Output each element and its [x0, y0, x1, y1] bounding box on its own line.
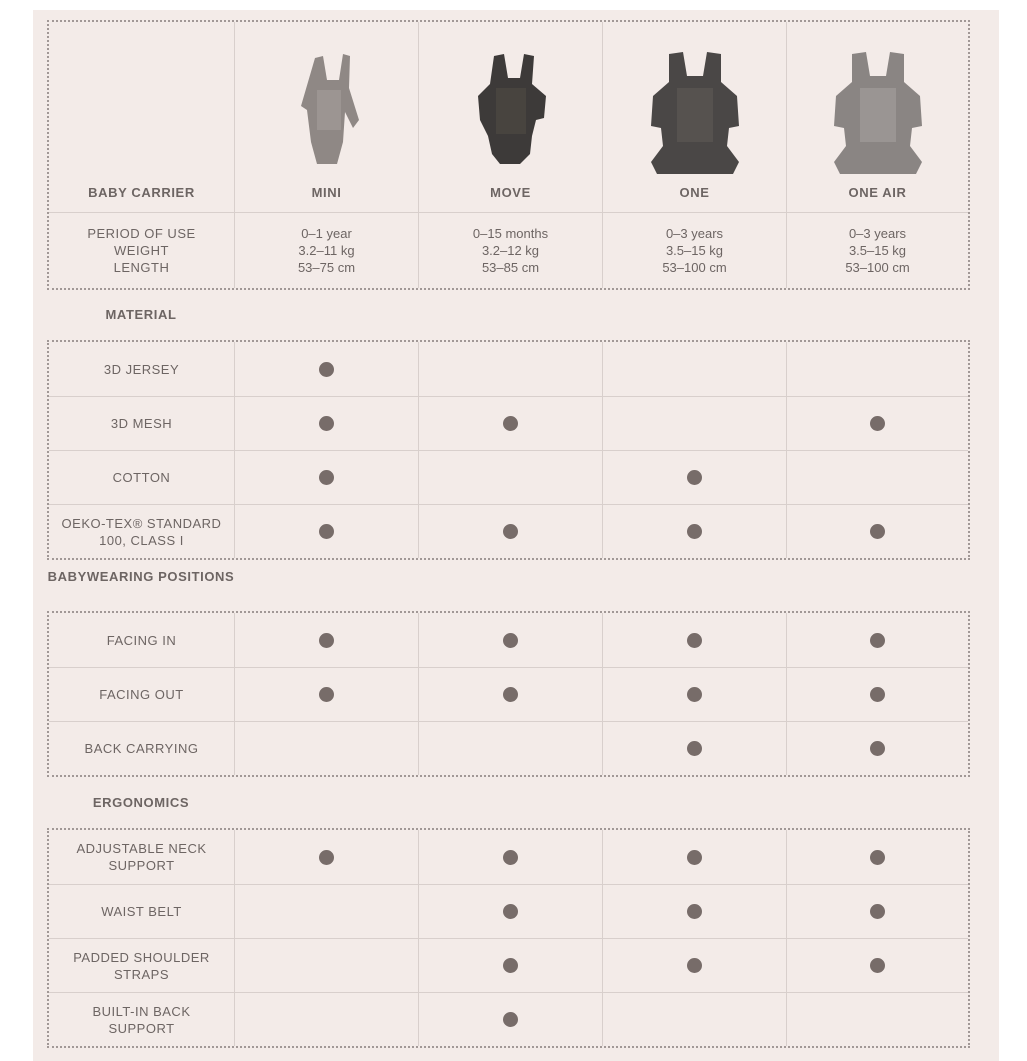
feature-check-dot — [319, 524, 334, 539]
feature-value-cell — [418, 939, 602, 992]
feature-value-cell — [602, 668, 786, 721]
feature-label: COTTON — [112, 470, 171, 485]
feature-row — [49, 992, 968, 1046]
product-mini-cell — [234, 22, 418, 212]
feature-value-cell — [234, 451, 418, 504]
feature-check-dot — [503, 850, 518, 865]
feature-check-dot — [687, 687, 702, 702]
feature-check-dot — [687, 524, 702, 539]
feature-value-cell — [234, 613, 418, 667]
product-move-cell — [418, 22, 602, 212]
feature-label: WAIST BELT — [101, 904, 182, 919]
feature-label: FACING IN — [106, 632, 177, 648]
feature-value-cell — [234, 722, 418, 775]
feature-check-dot — [503, 687, 518, 702]
feature-value-cell — [786, 613, 968, 667]
specs-row — [49, 212, 968, 288]
spec-weight: 3.5–15 kg — [665, 243, 724, 258]
feature-row — [49, 721, 968, 775]
feature-label: BACK CARRYING — [84, 741, 199, 756]
feature-value-cell — [602, 451, 786, 504]
feature-check-dot — [870, 904, 885, 919]
feature-check-dot — [319, 470, 334, 485]
feature-value-cell — [602, 830, 786, 884]
feature-check-dot — [503, 633, 518, 648]
feature-check-dot — [870, 741, 885, 756]
feature-value-cell — [786, 668, 968, 721]
feature-value-cell — [234, 939, 418, 992]
spec-length: 53–100 cm — [845, 260, 910, 275]
feature-value-cell — [786, 505, 968, 558]
feature-label: BUILT-IN BACK SUPPORT — [92, 1003, 191, 1036]
feature-row — [49, 450, 968, 504]
product-one-air-cell — [786, 22, 968, 212]
spec-weight: 3.2–12 kg — [481, 243, 540, 258]
feature-row — [49, 938, 968, 992]
specs-one-cell — [602, 213, 786, 288]
feature-value-cell — [786, 451, 968, 504]
feature-value-cell — [418, 885, 602, 938]
feature-value-cell — [234, 668, 418, 721]
feature-value-cell — [418, 993, 602, 1046]
baby-carrier-heading: BABY CARRIER — [88, 185, 195, 200]
feature-row — [49, 884, 968, 938]
section-heading-babywearing-positions: BABYWEARING POSITIONS — [47, 569, 235, 584]
carrier-move-image — [466, 50, 556, 170]
feature-check-dot — [503, 904, 518, 919]
feature-check-dot — [687, 958, 702, 973]
product-name-move: MOVE — [490, 185, 531, 200]
feature-label-cell — [49, 668, 234, 721]
feature-check-dot — [687, 741, 702, 756]
feature-value-cell — [786, 993, 968, 1046]
product-header-row — [49, 22, 968, 212]
feature-value-cell — [418, 830, 602, 884]
feature-row — [49, 613, 968, 667]
feature-label: PADDED SHOULDER STRAPS — [73, 949, 210, 982]
section-heading-ergonomics: ERGONOMICS — [92, 795, 190, 810]
feature-row — [49, 342, 968, 396]
spec-length: 53–85 cm — [481, 260, 540, 275]
feature-value-cell — [234, 993, 418, 1046]
feature-label: ADJUSTABLE NECK SUPPORT — [76, 841, 207, 873]
spec-length: 53–75 cm — [297, 260, 356, 275]
feature-value-cell — [602, 993, 786, 1046]
specs-label-cell — [49, 213, 234, 288]
feature-value-cell — [786, 722, 968, 775]
feature-label-cell — [49, 939, 234, 992]
feature-label-cell — [49, 885, 234, 938]
feature-value-cell — [786, 939, 968, 992]
feature-label-cell — [49, 451, 234, 504]
feature-label-cell — [49, 342, 234, 396]
specs-move-cell — [418, 213, 602, 288]
feature-label-cell — [49, 613, 234, 667]
spec-period: 0–3 years — [848, 226, 907, 241]
feature-value-cell — [786, 885, 968, 938]
spec-period: 0–1 year — [301, 226, 352, 241]
feature-value-cell — [418, 397, 602, 450]
length-label: LENGTH — [113, 260, 170, 275]
product-header-grid — [47, 20, 970, 290]
feature-row — [49, 830, 968, 884]
period-of-use-label: PERIOD OF USE — [87, 226, 196, 241]
feature-value-cell — [234, 830, 418, 884]
feature-value-cell — [602, 613, 786, 667]
feature-check-dot — [870, 416, 885, 431]
feature-check-dot — [870, 850, 885, 865]
feature-check-dot — [503, 416, 518, 431]
feature-check-dot — [687, 470, 702, 485]
spec-weight: 3.5–15 kg — [848, 243, 907, 258]
feature-label-cell — [49, 993, 234, 1046]
feature-check-dot — [319, 416, 334, 431]
feature-check-dot — [319, 850, 334, 865]
product-one-cell — [602, 22, 786, 212]
feature-check-dot — [870, 958, 885, 973]
feature-check-dot — [687, 904, 702, 919]
feature-check-dot — [319, 362, 334, 377]
feature-value-cell — [786, 397, 968, 450]
specs-mini-cell — [234, 213, 418, 288]
feature-check-dot — [319, 687, 334, 702]
feature-value-cell — [786, 342, 968, 396]
feature-label-cell — [49, 830, 234, 884]
feature-value-cell — [418, 505, 602, 558]
spec-period: 0–15 months — [472, 226, 549, 241]
feature-value-cell — [234, 342, 418, 396]
feature-value-cell — [602, 885, 786, 938]
header-label-cell — [49, 22, 234, 212]
weight-label: WEIGHT — [114, 243, 169, 258]
carrier-one-image — [643, 50, 747, 180]
feature-label-cell — [49, 397, 234, 450]
section-heading-material: MATERIAL — [105, 307, 177, 322]
feature-check-dot — [870, 524, 885, 539]
feature-label: OEKO-TEX® STANDARD 100, CLASS I — [61, 515, 222, 548]
feature-label: FACING OUT — [99, 687, 184, 702]
feature-check-dot — [503, 524, 518, 539]
feature-row — [49, 667, 968, 721]
feature-check-dot — [687, 633, 702, 648]
product-name-one: ONE — [679, 185, 710, 200]
babywearing-positions-grid — [47, 611, 970, 777]
feature-label-cell — [49, 722, 234, 775]
feature-check-dot — [503, 1012, 518, 1027]
feature-value-cell — [418, 342, 602, 396]
feature-label: 3D MESH — [110, 416, 173, 431]
carrier-one-air-image — [826, 50, 930, 180]
spec-length: 53–100 cm — [662, 260, 727, 275]
material-grid — [47, 340, 970, 560]
feature-check-dot — [870, 633, 885, 648]
carrier-mini-image — [287, 50, 367, 170]
feature-check-dot — [870, 687, 885, 702]
feature-value-cell — [602, 397, 786, 450]
feature-value-cell — [602, 342, 786, 396]
feature-value-cell — [418, 451, 602, 504]
feature-value-cell — [418, 668, 602, 721]
ergonomics-grid — [47, 828, 970, 1048]
product-name-one-air: ONE AIR — [848, 185, 907, 200]
feature-value-cell — [418, 722, 602, 775]
feature-check-dot — [687, 850, 702, 865]
feature-row — [49, 504, 968, 558]
feature-value-cell — [602, 505, 786, 558]
feature-value-cell — [234, 505, 418, 558]
feature-label-cell — [49, 505, 234, 558]
spec-period: 0–3 years — [665, 226, 724, 241]
feature-check-dot — [503, 958, 518, 973]
feature-check-dot — [319, 633, 334, 648]
feature-value-cell — [602, 722, 786, 775]
feature-value-cell — [234, 397, 418, 450]
feature-value-cell — [418, 613, 602, 667]
feature-value-cell — [786, 830, 968, 884]
spec-weight: 3.2–11 kg — [298, 243, 355, 258]
feature-value-cell — [602, 939, 786, 992]
specs-one-air-cell — [786, 213, 968, 288]
product-name-mini: MINI — [311, 185, 342, 200]
feature-value-cell — [234, 885, 418, 938]
feature-label: 3D JERSEY — [103, 361, 180, 377]
feature-row — [49, 396, 968, 450]
